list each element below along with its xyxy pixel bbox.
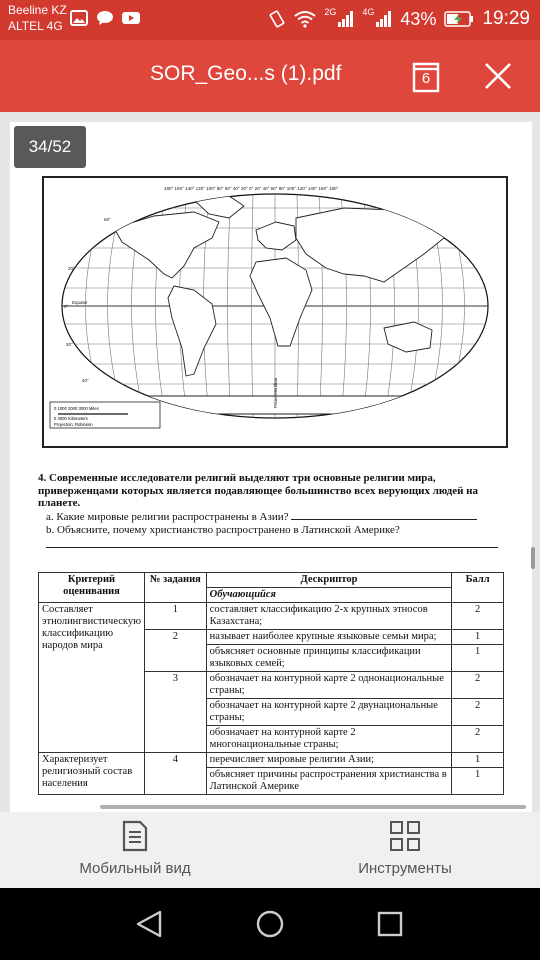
lat-label-20n: 20° <box>68 266 75 271</box>
descriptor: объясняет причины распространения христианства в Латинской Америке <box>206 768 452 795</box>
descriptor: объясняет основные принципы классификации языковых семей; <box>206 645 452 672</box>
rubric-table <box>38 572 504 795</box>
page-indicator: 34/52 <box>14 126 86 168</box>
back-button[interactable] <box>134 908 166 940</box>
lat-label-60n: 60° <box>104 217 111 222</box>
horizontal-scrollbar[interactable] <box>100 805 526 809</box>
header-task-no: № задания <box>144 573 206 603</box>
header-criterion: Критерий оценивания <box>39 573 145 603</box>
prime-meridian-label: Prime Meridian <box>273 377 278 408</box>
signal-icon-1 <box>338 11 354 27</box>
table-row <box>39 603 504 630</box>
score: 2 <box>452 603 504 630</box>
table-row <box>39 753 504 768</box>
close-icon <box>482 60 514 92</box>
tools-label: Инструменты <box>358 860 452 877</box>
signal-icon-2 <box>376 11 392 27</box>
projection-label: Projection: Robinson <box>54 422 93 427</box>
mobile-view-icon <box>121 820 149 852</box>
criterion-1: Составляет этнолингвистическую классификацию народов мира <box>39 603 145 753</box>
score: 1 <box>452 768 504 795</box>
tools-button[interactable] <box>305 820 505 884</box>
pdf-viewer[interactable] <box>0 112 540 812</box>
youtube-icon <box>122 10 140 26</box>
tools-grid-icon <box>389 820 421 852</box>
task-number: 1 <box>144 603 206 630</box>
status-bar <box>0 0 540 40</box>
battery-icon <box>444 11 474 27</box>
lat-label-20s: 20° <box>66 342 73 347</box>
lat-label-40s: 40° <box>82 378 89 383</box>
bottom-toolbar <box>0 812 540 888</box>
carrier-info <box>8 2 67 34</box>
score: 2 <box>452 672 504 699</box>
battery-percent: 43% <box>400 8 437 29</box>
pdf-page <box>10 122 532 812</box>
network-type-2: 4G <box>362 7 375 17</box>
world-map-svg <box>44 178 506 446</box>
close-button[interactable] <box>482 60 514 92</box>
recents-icon <box>374 908 406 940</box>
scale-miles: 0 1000 2000 3000 Miles <box>54 406 99 411</box>
task-number: 2 <box>144 630 206 672</box>
answer-line-b <box>46 547 498 548</box>
descriptor: обозначает на контурной карте 2 однонациональные страны; <box>206 672 452 699</box>
message-icon <box>96 10 114 26</box>
header-learner: Обучающийся <box>206 588 452 603</box>
equator-label: Equator <box>72 300 88 305</box>
score: 2 <box>452 699 504 726</box>
network-type-1: 2G <box>324 7 337 17</box>
header-score: Балл <box>452 573 504 603</box>
map-scale <box>50 402 160 428</box>
question-b: b. Объясните, почему христианство распространено в Латинской Америке? <box>46 523 400 536</box>
gallery-icon <box>70 10 88 26</box>
wifi-icon <box>294 10 316 28</box>
notification-icons <box>70 10 140 26</box>
score: 1 <box>452 645 504 672</box>
header-descriptor: Дескриптор <box>206 573 452 588</box>
status-right <box>268 8 530 30</box>
app-bar <box>0 40 540 112</box>
home-button[interactable] <box>254 908 286 940</box>
clock: 19:29 <box>482 8 530 29</box>
carrier-1: Beeline KZ <box>8 3 67 17</box>
home-icon <box>254 908 286 940</box>
answer-line-a <box>291 510 477 520</box>
score: 1 <box>452 630 504 645</box>
task-number: 4 <box>144 753 206 795</box>
carrier-2: ALTEL 4G <box>8 19 63 33</box>
tabs-button[interactable] <box>410 60 444 94</box>
descriptor: называет наиболее крупные языковые семьи мира; <box>206 630 452 645</box>
system-nav-bar <box>0 888 540 960</box>
recents-button[interactable] <box>374 908 406 940</box>
score: 2 <box>452 726 504 753</box>
table-header-row <box>39 573 504 588</box>
mobile-view-label: Мобильный вид <box>79 860 191 877</box>
question-text: 4. Современные исследователи религий выделяют три основные религии мира, приверженцами которых является подавляющее большинство всех верующих людей на планете. <box>38 472 479 509</box>
descriptor: обозначает на контурной карте 2 многонациональные страны; <box>206 726 452 753</box>
lat-label-0: 0° <box>64 304 69 309</box>
criterion-2: Характеризует религиозный состав населения <box>39 753 145 795</box>
tab-count: 6 <box>421 70 431 87</box>
question-a <box>38 510 510 524</box>
longitude-labels: 180° 160° 140° 120° 100° 80° 60° 40° 20° 0° 20° 40° 60° 80° 100° 120° 140° 160° 180° <box>164 186 339 191</box>
descriptor: составляет классификацию 2-х крупных этносов Казахстана; <box>206 603 452 630</box>
world-map <box>42 176 508 448</box>
score: 1 <box>452 753 504 768</box>
vertical-scrollbar[interactable] <box>531 547 535 569</box>
question-a-text: a. Какие мировые религии распространены в Азии? <box>46 510 289 523</box>
back-icon <box>134 908 166 940</box>
task-number: 3 <box>144 672 206 753</box>
question-4 <box>38 472 510 548</box>
descriptor: обозначает на контурной карте 2 двунациональные страны; <box>206 699 452 726</box>
mobile-view-button[interactable] <box>35 820 235 884</box>
document-title: SOR_Geo...s (1).pdf <box>150 62 342 85</box>
descriptor: перечисляет мировые религии Азии; <box>206 753 452 768</box>
vibrate-icon <box>268 10 286 28</box>
scale-km: 0 3000 Kilometers <box>54 416 88 421</box>
